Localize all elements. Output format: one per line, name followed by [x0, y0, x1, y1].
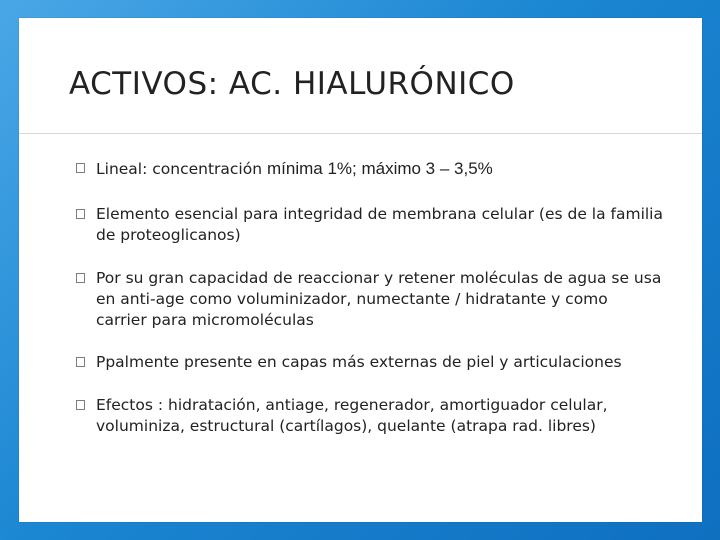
bullet-text: Efectos : hidratación, antiage, regenerador, amortiguador celular, voluminiza, estructural (cartílagos), quelante (atrapa rad. libres) [96, 396, 608, 435]
square-bullet-icon [76, 273, 85, 283]
bullet-list [78, 158, 663, 461]
square-bullet-icon [76, 209, 85, 219]
slide [19, 18, 702, 522]
bullet-text-lead: Lineal: concentración [96, 160, 267, 178]
square-bullet-icon [76, 357, 85, 367]
square-bullet-icon [76, 163, 85, 173]
bullet-item [78, 268, 663, 331]
title-area [19, 18, 702, 134]
bullet-text: Por su gran capacidad de reaccionar y retener moléculas de agua se usa en anti-age como voluminizador, numectante / hidratante y como carrier para micromoléculas [96, 269, 662, 329]
bullet-text-values: mínima 1%; máximo 3 – 3,5% [266, 159, 493, 178]
bullet-item [78, 204, 663, 246]
bullet-item [78, 352, 663, 373]
bullet-text: Elemento esencial para integridad de membrana celular (es de la familia de proteoglicanos) [96, 205, 663, 244]
bullet-item [78, 395, 663, 437]
square-bullet-icon [76, 400, 85, 410]
bullet-item [78, 158, 663, 180]
slide-title: ACTIVOS: AC. HIALURÓNICO [69, 66, 515, 102]
bullet-text: Ppalmente presente en capas más externas de piel y articulaciones [96, 353, 622, 371]
